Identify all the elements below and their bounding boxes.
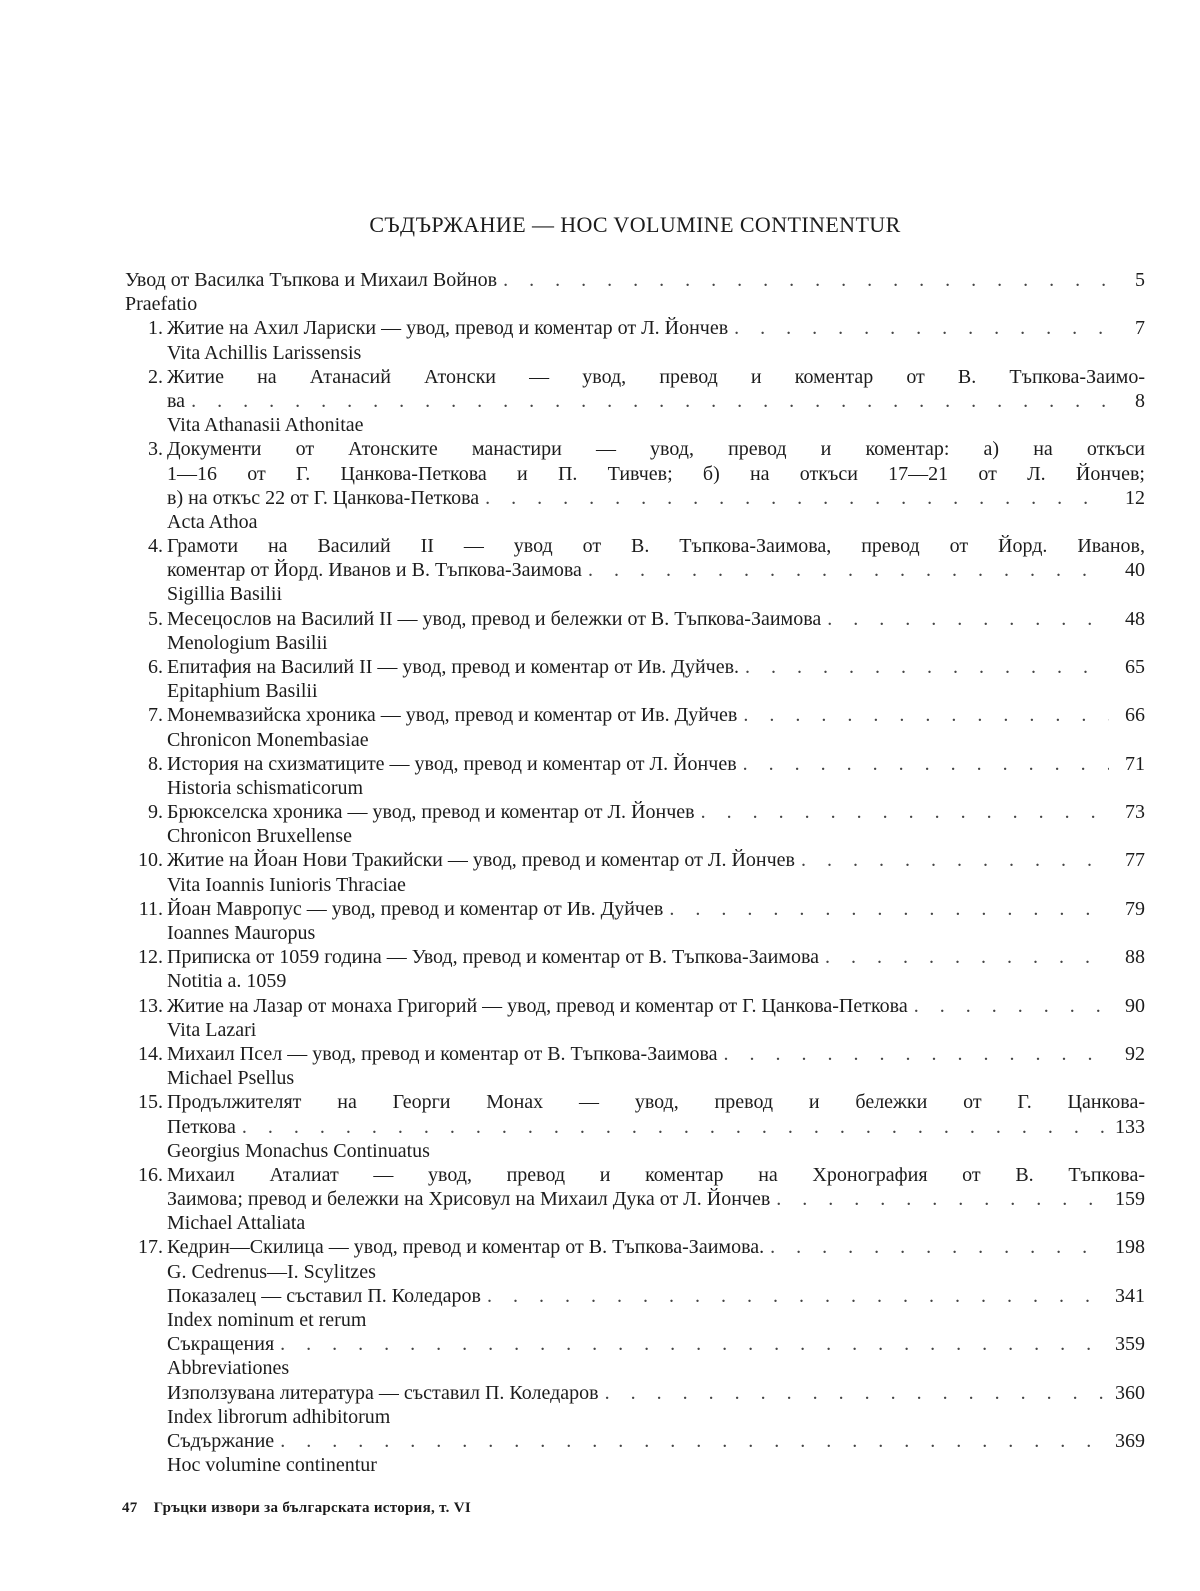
toc-entry-text: Кедрин—Скилица — увод, превод и коментар от В. Тъпкова-Заимова. <box>167 1236 765 1259</box>
toc-page-number: 88 <box>1125 946 1145 969</box>
toc-entry[interactable] <box>125 1187 1145 1211</box>
sheet-number: 47 <box>122 1500 138 1516</box>
toc-entry-latin: Chronicon Bruxellense <box>167 825 352 848</box>
toc-entry-number: 13. <box>138 994 163 1017</box>
toc-entry-number: 9. <box>148 801 163 824</box>
toc-page-number: 90 <box>1125 994 1145 1017</box>
toc-entry-latin: Hoc volumine continentur <box>167 1454 377 1477</box>
toc-entry-latin: Georgius Monachus Continuatus <box>167 1139 430 1162</box>
table-of-contents <box>125 268 1145 1477</box>
toc-entry-latin: Sigillia Basilii <box>167 583 283 606</box>
toc-entry[interactable] <box>125 558 1145 582</box>
toc-entry-text: в) на откъс 22 от Г. Цанкова-Петкова <box>167 486 480 509</box>
dot-leader <box>280 1429 1109 1453</box>
toc-page-number: 360 <box>1115 1381 1145 1404</box>
toc-page-number: 79 <box>1125 897 1145 920</box>
toc-extra-entry[interactable] <box>125 1429 1145 1453</box>
toc-entry-text: Брюкселска хроника — увод, превод и коментар от Л. Йончев <box>167 801 695 824</box>
toc-page-number: 5 <box>1135 268 1145 291</box>
toc-extra-entry[interactable] <box>125 1284 1145 1308</box>
toc-entry-text: Продължителят на Георги Монах — увод, превод и бележки от Г. Цанкова- <box>167 1091 1145 1114</box>
toc-entry-number: 11. <box>138 897 163 920</box>
toc-page-number: 7 <box>1135 317 1145 340</box>
dot-leader <box>724 1042 1109 1066</box>
toc-entry[interactable] <box>125 1115 1145 1139</box>
dot-leader <box>743 703 1109 727</box>
toc-entry-text: Житие на Ахил Лариски — увод, превод и коментар от Л. Йончев <box>167 317 729 340</box>
dot-leader <box>770 1235 1109 1259</box>
toc-entry-continued <box>125 1090 1145 1114</box>
toc-entry-text: Месецослов на Василий II — увод, превод и бележки от В. Тъпкова-Заимова <box>167 607 822 630</box>
toc-entry-number: 3. <box>148 438 163 461</box>
dot-leader <box>191 389 1109 413</box>
toc-entry-number: 10. <box>138 849 163 872</box>
toc-entry-continued <box>125 1163 1145 1187</box>
toc-entry-latin: Vita Achillis Larissensis <box>167 341 362 364</box>
toc-page-number: 71 <box>1125 752 1145 775</box>
toc-entry-number: 4. <box>148 535 163 558</box>
toc-entry-latin: Notitia a. 1059 <box>167 970 287 993</box>
toc-entry[interactable] <box>125 486 1145 510</box>
dot-leader <box>605 1381 1109 1405</box>
toc-entry-text: Михаил Псел — увод, превод и коментар от В. Тъпкова-Заимова <box>167 1042 718 1065</box>
toc-entry-text: Документи от Атонските манастири — увод, превод и коментар: а) на откъси <box>167 438 1145 461</box>
toc-entry-number: 16. <box>138 1163 163 1186</box>
toc-entry-continued <box>125 365 1145 389</box>
toc-entry-latin: Menologium Basilii <box>167 631 328 654</box>
toc-entry-text: Житие на Атанасий Атонски — увод, превод и коментар от В. Тъпкова-Заимо- <box>167 365 1145 388</box>
toc-page-number: 159 <box>1115 1188 1145 1211</box>
toc-entry-latin: Vita Ioannis Iunioris Thraciae <box>167 873 406 896</box>
toc-extra-entry[interactable] <box>125 1381 1145 1405</box>
toc-entry-latin: Abbreviationes <box>167 1357 290 1380</box>
toc-entry-text: Съкращения <box>167 1333 275 1356</box>
toc-entry-text: Монемвазийска хроника — увод, превод и коментар от Ив. Дуйчев <box>167 704 738 727</box>
dot-leader <box>503 268 1109 292</box>
toc-entry[interactable] <box>125 945 1145 969</box>
toc-entry[interactable] <box>125 316 1145 340</box>
toc-entry-text: Съдържание <box>167 1429 275 1452</box>
toc-entry-number: 14. <box>138 1042 163 1065</box>
toc-entry-latin: Epitaphium Basilii <box>167 680 318 703</box>
toc-entry-latin: Vita Lazari <box>167 1018 257 1041</box>
toc-entry-number: 7. <box>148 704 163 727</box>
dot-leader <box>743 752 1109 776</box>
toc-page-number: 369 <box>1115 1429 1145 1452</box>
toc-entry-number: 5. <box>148 607 163 630</box>
dot-leader <box>588 558 1109 582</box>
dot-leader <box>242 1115 1109 1139</box>
toc-entry-latin: Historia schismaticorum <box>167 776 364 799</box>
toc-entry[interactable] <box>125 800 1145 824</box>
toc-entry-latin: Vita Athanasii Athonitae <box>167 414 364 437</box>
toc-entry-latin: Michael Psellus <box>167 1067 295 1090</box>
toc-entry-number: 12. <box>138 946 163 969</box>
dot-leader <box>734 316 1109 340</box>
toc-entry-latin: Index librorum adhibitorum <box>167 1405 391 1428</box>
toc-entry[interactable] <box>125 389 1145 413</box>
toc-entry-text: Йоан Мавропус — увод, превод и коментар от Ив. Дуйчев <box>167 897 664 920</box>
toc-entry[interactable] <box>125 849 1145 873</box>
toc-entry-text: Заимова; превод и бележки на Хрисовул на Михаил Дука от Л. Йончев <box>167 1188 771 1211</box>
dot-leader <box>669 897 1109 921</box>
toc-page-number: 8 <box>1135 389 1145 412</box>
toc-entry-number: 2. <box>148 365 163 388</box>
dot-leader <box>914 994 1109 1018</box>
toc-entry[interactable] <box>125 897 1145 921</box>
toc-page-number: 359 <box>1115 1333 1145 1356</box>
toc-entry-number: 1. <box>148 317 163 340</box>
dot-leader <box>280 1332 1109 1356</box>
toc-entry-text: Житие на Лазар от монаха Григорий — увод, превод и коментар от Г. Цанкова-Петкова <box>167 994 908 1017</box>
toc-entry[interactable] <box>125 703 1145 727</box>
toc-entry[interactable] <box>125 1042 1145 1066</box>
toc-entry-latin: Ioannes Mauropus <box>167 922 316 945</box>
toc-page-number: 40 <box>1125 559 1145 582</box>
toc-entry[interactable] <box>125 752 1145 776</box>
toc-entry-text: Използувана литература — съставил П. Коледаров <box>167 1381 599 1404</box>
toc-page-number: 77 <box>1125 849 1145 872</box>
toc-entry-text: 1—16 от Г. Цанкова-Петкова и П. Тивчев; б) на откъси 17—21 от Л. Йончев; <box>167 462 1145 485</box>
toc-entry-text: История на схизматиците — увод, превод и коментар от Л. Йончев <box>167 752 737 775</box>
toc-page-number: 12 <box>1125 486 1145 509</box>
toc-page-number: 48 <box>1125 607 1145 630</box>
dot-leader <box>485 486 1109 510</box>
toc-page-number: 133 <box>1115 1115 1145 1138</box>
dot-leader <box>776 1187 1109 1211</box>
dot-leader <box>701 800 1109 824</box>
toc-entry[interactable] <box>125 1236 1145 1260</box>
toc-entry[interactable] <box>125 655 1145 679</box>
toc-page-number: 73 <box>1125 801 1145 824</box>
toc-entry-text: Петкова <box>167 1115 236 1138</box>
dot-leader <box>745 655 1109 679</box>
toc-page-number: 341 <box>1115 1284 1145 1307</box>
dot-leader <box>827 607 1109 631</box>
toc-entry-continued <box>125 462 1145 486</box>
toc-entry-intro[interactable] <box>125 268 1145 292</box>
toc-entry-text: Грамоти на Василий II — увод от В. Тъпкова-Заимова, превод от Йорд. Иванов, <box>167 535 1145 558</box>
toc-entry-number: 8. <box>148 752 163 775</box>
page-title: СЪДЪРЖАНИЕ — HOC VOLUMINE CONTINENTUR <box>369 212 901 237</box>
toc-entry-text: Житие на Йоан Нови Тракийски — увод, превод и коментар от Л. Йончев <box>167 849 795 872</box>
toc-entry-continued <box>125 437 1145 461</box>
toc-entry-number: 6. <box>148 655 163 678</box>
page-footer <box>122 1500 471 1517</box>
dot-leader <box>825 945 1109 969</box>
toc-entry-text: Епитафия на Василий II — увод, превод и коментар от Ив. Дуйчев. <box>167 655 740 678</box>
toc-entry-text: Показалец — съставил П. Коледаров <box>167 1284 481 1307</box>
toc-entry-latin: Michael Attaliata <box>167 1212 306 1235</box>
toc-entry-number: 15. <box>138 1091 163 1114</box>
toc-extra-entry[interactable] <box>125 1332 1145 1356</box>
toc-entry-text: коментар от Йорд. Иванов и В. Тъпкова-Заимова <box>167 559 582 582</box>
toc-entry[interactable] <box>125 994 1145 1018</box>
toc-entry-latin: G. Cedrenus—I. Scylitzes <box>167 1260 376 1283</box>
dot-leader <box>487 1284 1109 1308</box>
toc-page-number: 92 <box>1125 1042 1145 1065</box>
toc-entry-latin: Chronicon Monembasiae <box>167 728 369 751</box>
toc-entry-text: Увод от Василка Тъпкова и Михаил Войнов <box>125 268 498 291</box>
toc-entry-latin: Praefatio <box>125 293 198 316</box>
toc-entry-text: ва <box>167 389 186 412</box>
toc-page-number: 198 <box>1115 1236 1145 1259</box>
toc-entry-continued <box>125 534 1145 558</box>
toc-entry-latin: Acta Athoa <box>167 510 258 533</box>
toc-entry-latin: Index nominum et rerum <box>167 1309 367 1332</box>
toc-entry-number: 17. <box>138 1236 163 1259</box>
toc-entry-text: Михаил Аталиат — увод, превод и коментар на Хронография от В. Тъпкова- <box>167 1163 1145 1186</box>
dot-leader <box>801 848 1109 872</box>
toc-page-number: 66 <box>1125 704 1145 727</box>
footer-text: Гръцки извори за българската история, т. VI <box>153 1500 472 1516</box>
toc-page-number: 65 <box>1125 655 1145 678</box>
toc-entry[interactable] <box>125 607 1145 631</box>
toc-entry-text: Приписка от 1059 година — Увод, превод и коментар от В. Тъпкова-Заимова <box>167 946 820 969</box>
